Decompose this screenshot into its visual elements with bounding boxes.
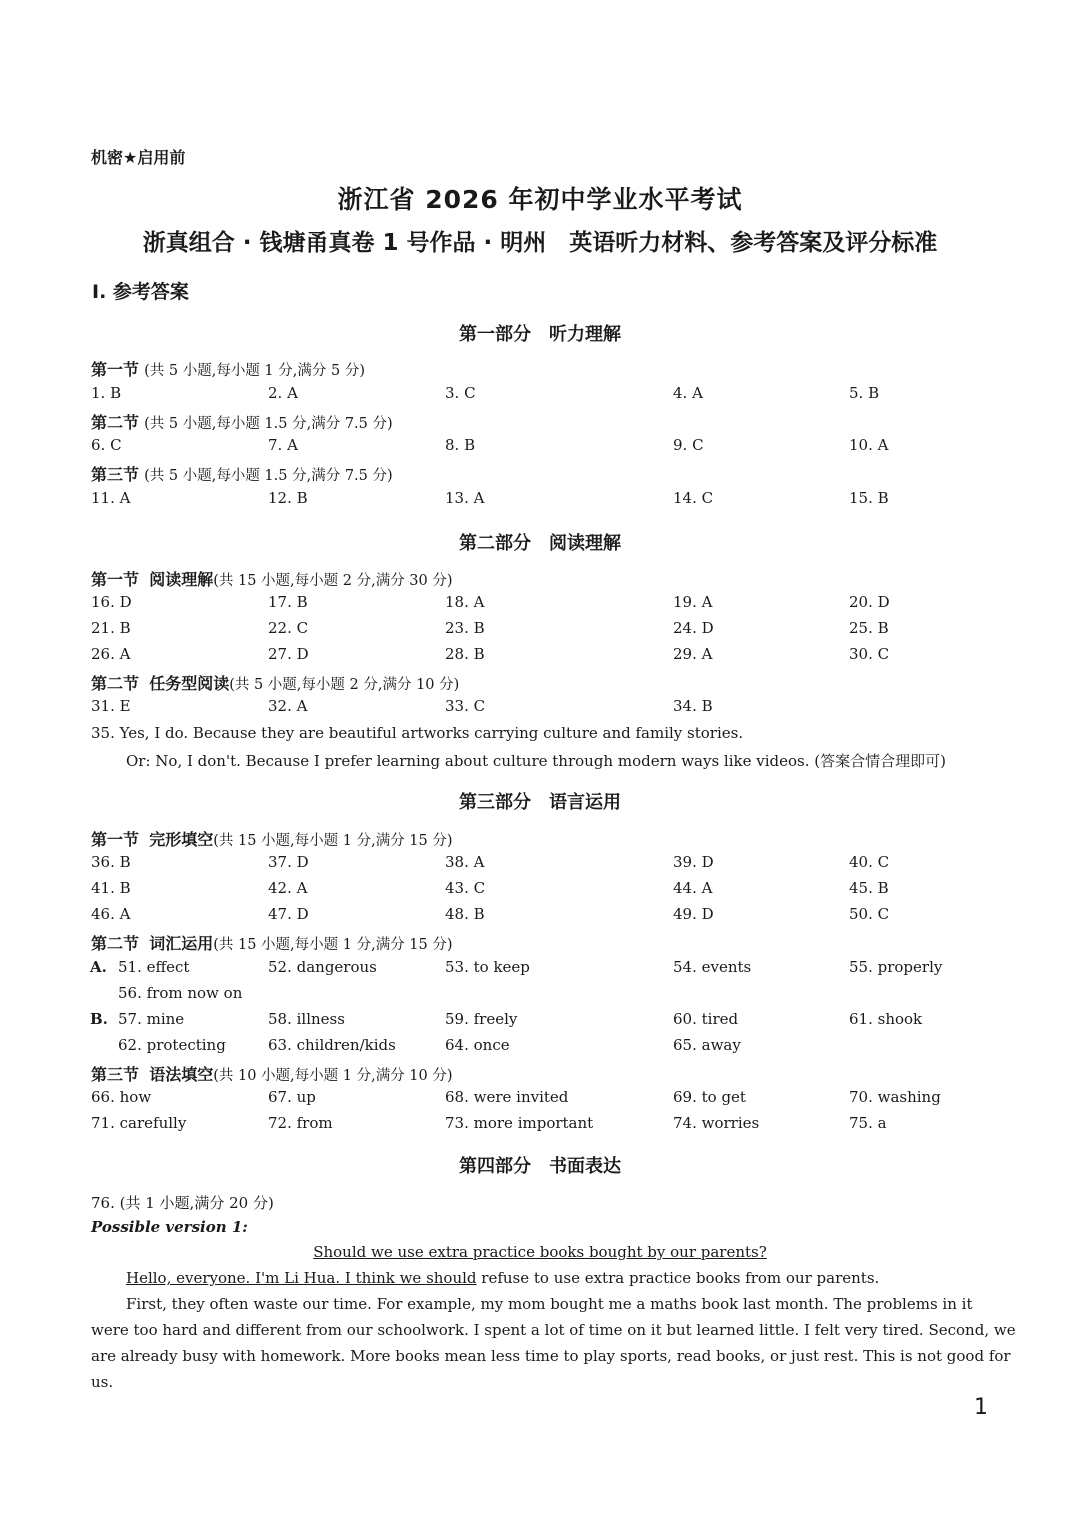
answer-item: 72. from <box>268 1114 333 1132</box>
confidential-mark: 机密★启用前 <box>91 148 186 167</box>
answer-item: 74. worries <box>673 1114 760 1132</box>
answer-item: 24. D <box>673 619 714 637</box>
part4-title: 第四部分 书面表达 <box>459 1156 621 1177</box>
answer-item: 20. D <box>849 593 890 611</box>
page-number: 1 <box>974 1395 988 1420</box>
answer-item: 48. B <box>445 905 485 923</box>
answer-item: 63. children/kids <box>268 1036 396 1054</box>
answer-item: 29. A <box>673 645 713 663</box>
group-label: A. <box>90 958 107 976</box>
exam-title: 浙江省 2026 年初中学业水平考试 <box>337 185 743 214</box>
answer-item: 67. up <box>268 1088 316 1106</box>
answer-item: 10. A <box>849 436 889 454</box>
answer-item: 47. D <box>268 905 309 923</box>
part3-sec1-label: 第一节 完形填空(共 15 小题,每小题 1 分,满分 15 分) <box>91 830 453 849</box>
answer-item: 14. C <box>673 489 714 507</box>
answer-item: 38. A <box>445 853 485 871</box>
answer-item: 12. B <box>268 489 308 507</box>
answer-item: 41. B <box>91 879 131 897</box>
answer-item: 33. C <box>445 697 486 715</box>
answer-item: 18. A <box>445 593 485 611</box>
answer-item: 37. D <box>268 853 309 871</box>
answer-item: 57. mine <box>118 1010 185 1028</box>
essay-title: Should we use extra practice books bought by our parents? <box>313 1243 767 1261</box>
answer-item: 53. to keep <box>445 958 530 976</box>
answer-item: 42. A <box>268 879 308 897</box>
answer-item: 49. D <box>673 905 714 923</box>
answer-item: 65. away <box>673 1036 741 1054</box>
answer-item: 43. C <box>445 879 486 897</box>
essay-paragraph-1 <box>126 1269 879 1287</box>
answer-item: 59. freely <box>445 1010 518 1028</box>
answer-item: 7. A <box>268 436 298 454</box>
answer-item: 66. how <box>91 1088 152 1106</box>
answer-item: 61. shook <box>849 1010 923 1028</box>
answer-item: 69. to get <box>673 1088 746 1106</box>
essay-p2-line4: us. <box>91 1373 114 1391</box>
answer-item: 39. D <box>673 853 714 871</box>
answer-item: 54. events <box>673 958 752 976</box>
q35-answer-line1: 35. Yes, I do. Because they are beautiful artworks carrying culture and family stories. <box>91 724 744 742</box>
part2-title: 第二部分 阅读理解 <box>459 533 621 554</box>
answer-item: 40. C <box>849 853 890 871</box>
answer-item: 13. A <box>445 489 485 507</box>
answer-item: 2. A <box>268 384 298 402</box>
answer-item: 34. B <box>673 697 713 715</box>
answer-item: 1. B <box>91 384 122 402</box>
part1-sec1-label: 第一节 (共 5 小题,每小题 1 分,满分 5 分) <box>91 360 365 379</box>
answer-item: 22. C <box>268 619 309 637</box>
answer-item: 31. E <box>91 697 131 715</box>
section-roman-heading: Ⅰ. 参考答案 <box>92 281 189 303</box>
part2-sec2-label: 第二节 任务型阅读(共 5 小题,每小题 2 分,满分 10 分) <box>91 674 460 693</box>
answer-item: 45. B <box>849 879 889 897</box>
answer-item: 30. C <box>849 645 890 663</box>
answer-item: 5. B <box>849 384 880 402</box>
answer-item: 44. A <box>673 879 713 897</box>
answer-item: 17. B <box>268 593 308 611</box>
essay-p1-underlined: Hello, everyone. I'm Li Hua. I think we should <box>126 1269 477 1287</box>
q35-answer-line2: Or: No, I don't. Because I prefer learning about culture through modern ways like videos. (答案合情合理即可) <box>126 752 946 770</box>
answer-item: 58. illness <box>268 1010 345 1028</box>
answer-item: 73. more important <box>445 1114 594 1132</box>
answer-item: 56. from now on <box>118 984 243 1002</box>
answer-item: 19. A <box>673 593 713 611</box>
answer-item: 3. C <box>445 384 476 402</box>
answer-item: 62. protecting <box>118 1036 226 1054</box>
answer-item: 11. A <box>91 489 131 507</box>
answer-item: 16. D <box>91 593 132 611</box>
part3-sec3-label: 第三节 语法填空(共 10 小题,每小题 1 分,满分 10 分) <box>91 1065 453 1084</box>
q76-label: 76. (共 1 小题,满分 20 分) <box>91 1194 274 1212</box>
answer-item: 51. effect <box>118 958 190 976</box>
part3-sec2-label: 第二节 词汇运用(共 15 小题,每小题 1 分,满分 15 分) <box>91 934 453 953</box>
answer-item: 6. C <box>91 436 122 454</box>
essay-p2-line1: First, they often waste our time. For example, my mom bought me a maths book last month. The problems in it <box>126 1295 973 1313</box>
possible-version-label: Possible version 1: <box>91 1218 248 1236</box>
part1-sec2-label: 第二节 (共 5 小题,每小题 1.5 分,满分 7.5 分) <box>91 413 393 432</box>
answer-item: 36. B <box>91 853 131 871</box>
exam-subtitle: 浙真组合 · 钱塘甬真卷 1 号作品 · 明州 英语听力材料、参考答案及评分标准 <box>142 230 938 256</box>
answer-item: 71. carefully <box>91 1114 187 1132</box>
answer-item: 15. B <box>849 489 889 507</box>
answer-item: 32. A <box>268 697 308 715</box>
part1-sec3-label: 第三节 (共 5 小题,每小题 1.5 分,满分 7.5 分) <box>91 465 393 484</box>
answer-item: 8. B <box>445 436 476 454</box>
answer-item: 55. properly <box>849 958 943 976</box>
answer-item: 70. washing <box>849 1088 941 1106</box>
essay-p2-line2: were too hard and different from our schoolwork. I spent a lot of time on it but learned little. I felt very tired. Second, we <box>91 1321 1016 1339</box>
answer-item: 68. were invited <box>445 1088 569 1106</box>
answer-item: 27. D <box>268 645 309 663</box>
part2-sec1-label: 第一节 阅读理解(共 15 小题,每小题 2 分,满分 30 分) <box>91 570 453 589</box>
answer-item: 23. B <box>445 619 485 637</box>
answer-item: 50. C <box>849 905 890 923</box>
answer-item: 21. B <box>91 619 131 637</box>
answer-item: 60. tired <box>673 1010 739 1028</box>
answer-item: 28. B <box>445 645 485 663</box>
essay-p2-line3: are already busy with homework. More books mean less time to play sports, read books, or just rest. This is not good for <box>91 1347 1011 1365</box>
answer-item: 9. C <box>673 436 704 454</box>
answer-item: 26. A <box>91 645 131 663</box>
part1-title: 第一部分 听力理解 <box>459 324 621 345</box>
answer-item: 64. once <box>445 1036 510 1054</box>
answer-item: 52. dangerous <box>268 958 377 976</box>
answer-item: 46. A <box>91 905 131 923</box>
group-label: B. <box>90 1010 108 1028</box>
part3-title: 第三部分 语言运用 <box>459 792 621 813</box>
answer-item: 75. a <box>849 1114 887 1132</box>
answer-item: 25. B <box>849 619 889 637</box>
essay-p1-rest: refuse to use extra practice books from our parents. <box>476 1269 880 1287</box>
answer-item: 4. A <box>673 384 703 402</box>
